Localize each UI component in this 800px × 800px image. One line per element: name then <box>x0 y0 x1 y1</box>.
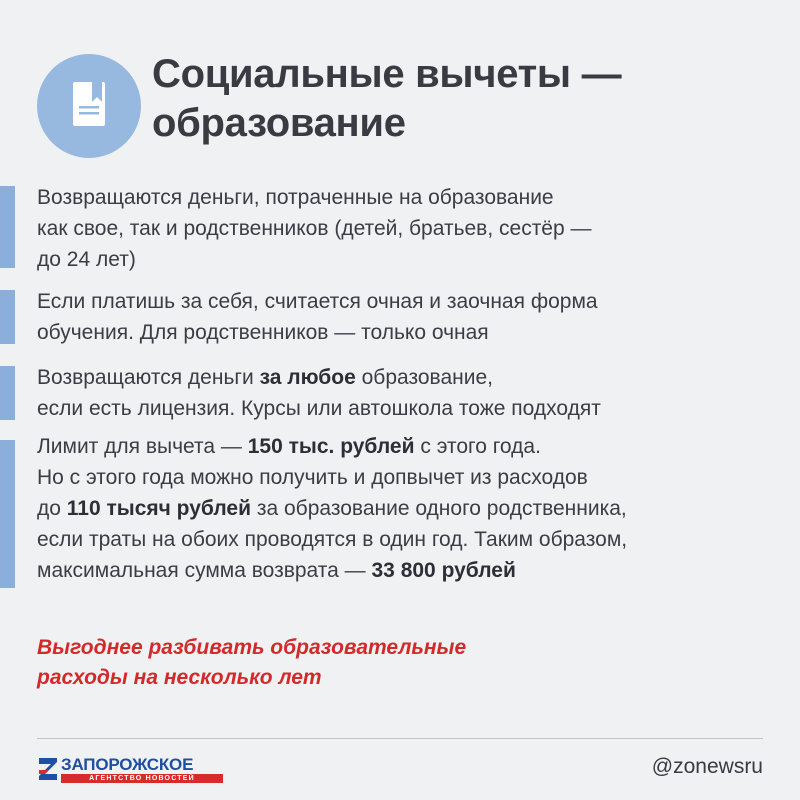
paragraph-line <box>37 524 777 555</box>
callout-line-1: Выгоднее разбивать образовательные <box>37 636 467 659</box>
paragraph-line <box>37 244 777 275</box>
text-segment: Если платишь за себя, считается очная и заочная форма <box>37 290 598 313</box>
page-title <box>152 50 772 148</box>
text-segment: если есть лицензия. Курсы или автошкола тоже подходят <box>37 397 601 420</box>
emphasis-text: 110 тысяч рублей <box>66 497 252 520</box>
social-handle: @zonewsru <box>651 755 763 778</box>
paragraph-line <box>37 555 777 586</box>
title-line-2: образование <box>152 101 406 145</box>
text-segment: как свое, так и родственников (детей, братьев, сестёр — <box>37 217 592 240</box>
text-segment: до <box>37 497 67 520</box>
paragraph-limit <box>37 431 777 586</box>
paragraph-line <box>37 213 777 244</box>
paragraph-line <box>37 493 777 524</box>
text-segment: Но с этого года можно получить и допвычет из расходов <box>37 466 588 489</box>
title-line-1: Социальные вычеты — <box>152 52 622 96</box>
paragraph-study-form <box>37 286 777 348</box>
accent-bar-4 <box>0 440 15 588</box>
paragraph-line <box>37 431 777 462</box>
logo-subtitle: АГЕНТСТВО НОВОСТЕЙ <box>61 774 223 783</box>
accent-bar-3 <box>0 366 15 420</box>
emphasis-text: 150 тыс. рублей <box>247 435 415 458</box>
agency-logo <box>37 752 237 788</box>
paragraph-line <box>37 362 777 393</box>
text-segment: до 24 лет) <box>37 248 136 271</box>
text-segment: Возвращаются деньги <box>37 366 260 389</box>
paragraph-line <box>37 286 777 317</box>
paragraph-education-refund <box>37 182 777 275</box>
text-segment: максимальная сумма возврата — <box>37 559 372 582</box>
emphasis-text: 33 800 рублей <box>371 559 516 582</box>
accent-bar-1 <box>0 186 15 268</box>
text-segment: Возвращаются деньги, потраченные на образование <box>37 186 554 209</box>
document-icon-badge <box>37 54 141 158</box>
accent-bar-2 <box>0 290 15 344</box>
document-bookmark-icon <box>37 54 141 158</box>
callout-advice <box>37 633 637 693</box>
paragraph-line <box>37 317 777 348</box>
text-segment: Лимит для вычета — <box>37 435 248 458</box>
logo-z-mark-icon <box>37 756 59 782</box>
emphasis-text: за любое <box>259 366 356 389</box>
paragraph-line <box>37 462 777 493</box>
text-segment: с этого года. <box>414 435 541 458</box>
text-segment: если траты на обоих проводятся в один год. Таким образом, <box>37 528 628 551</box>
logo-name: ЗАПОРОЖСКОЕ <box>61 755 194 774</box>
callout-line-2: расходы на несколько лет <box>37 666 322 689</box>
text-segment: за образование одного родственника, <box>251 497 627 520</box>
paragraph-line <box>37 182 777 213</box>
text-segment: обучения. Для родственников — только очная <box>37 321 489 344</box>
text-segment: образование, <box>355 366 493 389</box>
paragraph-line <box>37 393 777 424</box>
paragraph-any-education <box>37 362 777 424</box>
footer-divider <box>37 738 763 739</box>
